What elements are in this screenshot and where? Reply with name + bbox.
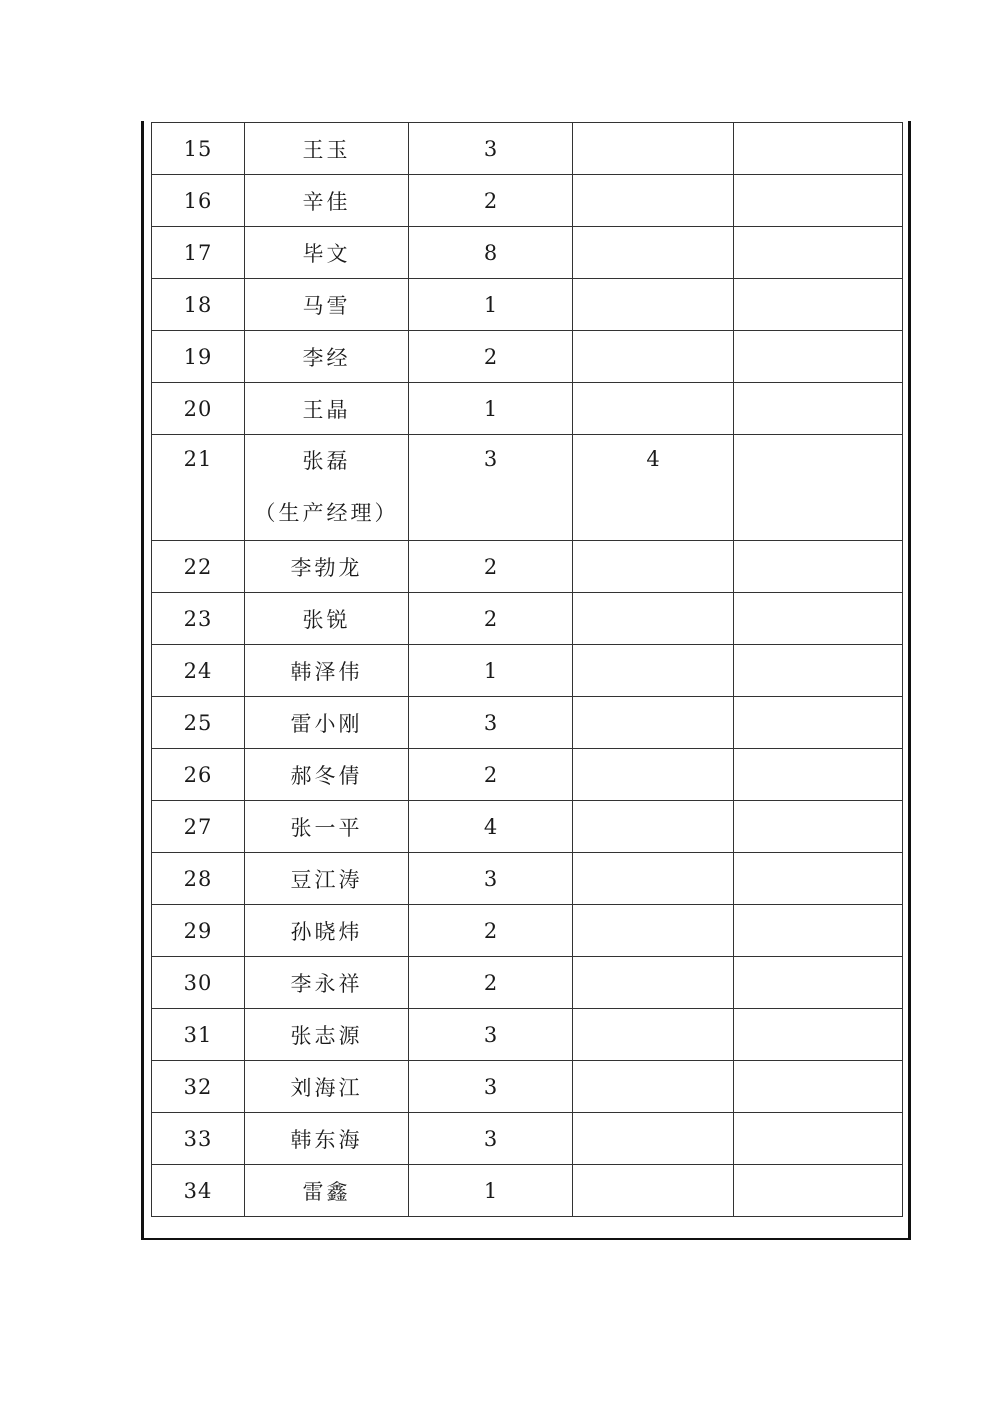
cell-name: 张锐 bbox=[245, 593, 409, 645]
cell-remark bbox=[734, 279, 903, 331]
cell-remark bbox=[734, 749, 903, 801]
cell-count: 2 bbox=[409, 957, 573, 1009]
cell-remark bbox=[734, 957, 903, 1009]
cell-name: 马雪 bbox=[245, 279, 409, 331]
table-row bbox=[152, 175, 903, 227]
cell-count: 3 bbox=[409, 1113, 573, 1165]
table-row bbox=[152, 801, 903, 853]
cell-extra bbox=[573, 697, 734, 749]
cell-count: 2 bbox=[409, 749, 573, 801]
cell-serial-number: 24 bbox=[152, 645, 245, 697]
cell-serial-number: 21 bbox=[152, 435, 245, 541]
cell-serial-number: 28 bbox=[152, 853, 245, 905]
cell-remark bbox=[734, 1113, 903, 1165]
cell-count: 3 bbox=[409, 1061, 573, 1113]
personnel-table bbox=[151, 122, 903, 1217]
table-row bbox=[152, 1113, 903, 1165]
cell-remark bbox=[734, 801, 903, 853]
cell-extra bbox=[573, 383, 734, 435]
cell-count: 3 bbox=[409, 697, 573, 749]
table-row bbox=[152, 123, 903, 175]
table-row bbox=[152, 957, 903, 1009]
cell-count: 3 bbox=[409, 435, 573, 541]
cell-serial-number: 18 bbox=[152, 279, 245, 331]
cell-count: 1 bbox=[409, 279, 573, 331]
cell-name-line: 张磊 bbox=[302, 449, 351, 473]
cell-name: 张志源 bbox=[245, 1009, 409, 1061]
cell-extra bbox=[573, 1061, 734, 1113]
cell-extra bbox=[573, 1165, 734, 1217]
table-row bbox=[152, 541, 903, 593]
cell-name: 李永祥 bbox=[245, 957, 409, 1009]
table-row bbox=[152, 279, 903, 331]
table-row bbox=[152, 905, 903, 957]
cell-extra bbox=[573, 541, 734, 593]
cell-remark bbox=[734, 853, 903, 905]
cell-name: 刘海江 bbox=[245, 1061, 409, 1113]
cell-remark bbox=[734, 1061, 903, 1113]
cell-count: 1 bbox=[409, 645, 573, 697]
cell-serial-number: 15 bbox=[152, 123, 245, 175]
cell-extra bbox=[573, 645, 734, 697]
cell-name: 王晶 bbox=[245, 383, 409, 435]
cell-extra bbox=[573, 905, 734, 957]
table-body bbox=[152, 123, 903, 1217]
cell-serial-number: 30 bbox=[152, 957, 245, 1009]
cell-remark bbox=[734, 697, 903, 749]
cell-remark bbox=[734, 1165, 903, 1217]
cell-extra bbox=[573, 331, 734, 383]
cell-count: 4 bbox=[409, 801, 573, 853]
cell-extra bbox=[573, 1009, 734, 1061]
cell-extra bbox=[573, 801, 734, 853]
cell-count: 2 bbox=[409, 541, 573, 593]
cell-extra bbox=[573, 593, 734, 645]
table-row bbox=[152, 1165, 903, 1217]
cell-serial-number: 16 bbox=[152, 175, 245, 227]
table-row bbox=[152, 1009, 903, 1061]
cell-name: 豆江涛 bbox=[245, 853, 409, 905]
cell-serial-number: 19 bbox=[152, 331, 245, 383]
cell-extra bbox=[573, 749, 734, 801]
table-row bbox=[152, 383, 903, 435]
cell-serial-number: 27 bbox=[152, 801, 245, 853]
cell-name: 李经 bbox=[245, 331, 409, 383]
cell-name: 孙晓炜 bbox=[245, 905, 409, 957]
cell-remark bbox=[734, 541, 903, 593]
table-row bbox=[152, 435, 903, 541]
cell-remark bbox=[734, 435, 903, 541]
cell-remark bbox=[734, 227, 903, 279]
cell-name: 雷小刚 bbox=[245, 697, 409, 749]
cell-count: 2 bbox=[409, 905, 573, 957]
table-row bbox=[152, 593, 903, 645]
cell-extra bbox=[573, 175, 734, 227]
cell-name-line: （生产经理） bbox=[254, 501, 399, 525]
table-row bbox=[152, 227, 903, 279]
cell-count: 3 bbox=[409, 123, 573, 175]
cell-count: 3 bbox=[409, 1009, 573, 1061]
cell-remark bbox=[734, 905, 903, 957]
cell-serial-number: 23 bbox=[152, 593, 245, 645]
cell-name: 毕文 bbox=[245, 227, 409, 279]
cell-name: 辛佳 bbox=[245, 175, 409, 227]
cell-name bbox=[245, 435, 409, 541]
cell-remark bbox=[734, 331, 903, 383]
cell-name: 张一平 bbox=[245, 801, 409, 853]
cell-remark bbox=[734, 593, 903, 645]
cell-serial-number: 32 bbox=[152, 1061, 245, 1113]
cell-count: 2 bbox=[409, 593, 573, 645]
cell-extra bbox=[573, 279, 734, 331]
cell-name: 李勃龙 bbox=[245, 541, 409, 593]
cell-count: 2 bbox=[409, 331, 573, 383]
cell-remark bbox=[734, 175, 903, 227]
cell-serial-number: 29 bbox=[152, 905, 245, 957]
cell-serial-number: 25 bbox=[152, 697, 245, 749]
cell-remark bbox=[734, 383, 903, 435]
cell-remark bbox=[734, 645, 903, 697]
cell-serial-number: 34 bbox=[152, 1165, 245, 1217]
table-row bbox=[152, 1061, 903, 1113]
cell-serial-number: 20 bbox=[152, 383, 245, 435]
cell-count: 1 bbox=[409, 1165, 573, 1217]
table-row bbox=[152, 697, 903, 749]
cell-count: 3 bbox=[409, 853, 573, 905]
cell-serial-number: 26 bbox=[152, 749, 245, 801]
cell-serial-number: 22 bbox=[152, 541, 245, 593]
cell-serial-number: 17 bbox=[152, 227, 245, 279]
table-row bbox=[152, 645, 903, 697]
cell-extra bbox=[573, 957, 734, 1009]
cell-name: 郝冬倩 bbox=[245, 749, 409, 801]
cell-extra: 4 bbox=[573, 435, 734, 541]
cell-name: 雷鑫 bbox=[245, 1165, 409, 1217]
table-row bbox=[152, 749, 903, 801]
cell-count: 8 bbox=[409, 227, 573, 279]
cell-serial-number: 33 bbox=[152, 1113, 245, 1165]
cell-extra bbox=[573, 227, 734, 279]
cell-extra bbox=[573, 853, 734, 905]
cell-name: 王玉 bbox=[245, 123, 409, 175]
cell-count: 2 bbox=[409, 175, 573, 227]
cell-extra bbox=[573, 123, 734, 175]
table-row bbox=[152, 853, 903, 905]
cell-remark bbox=[734, 1009, 903, 1061]
table-row bbox=[152, 331, 903, 383]
cell-count: 1 bbox=[409, 383, 573, 435]
cell-remark bbox=[734, 123, 903, 175]
cell-extra bbox=[573, 1113, 734, 1165]
cell-name: 韩泽伟 bbox=[245, 645, 409, 697]
cell-name: 韩东海 bbox=[245, 1113, 409, 1165]
cell-serial-number: 31 bbox=[152, 1009, 245, 1061]
